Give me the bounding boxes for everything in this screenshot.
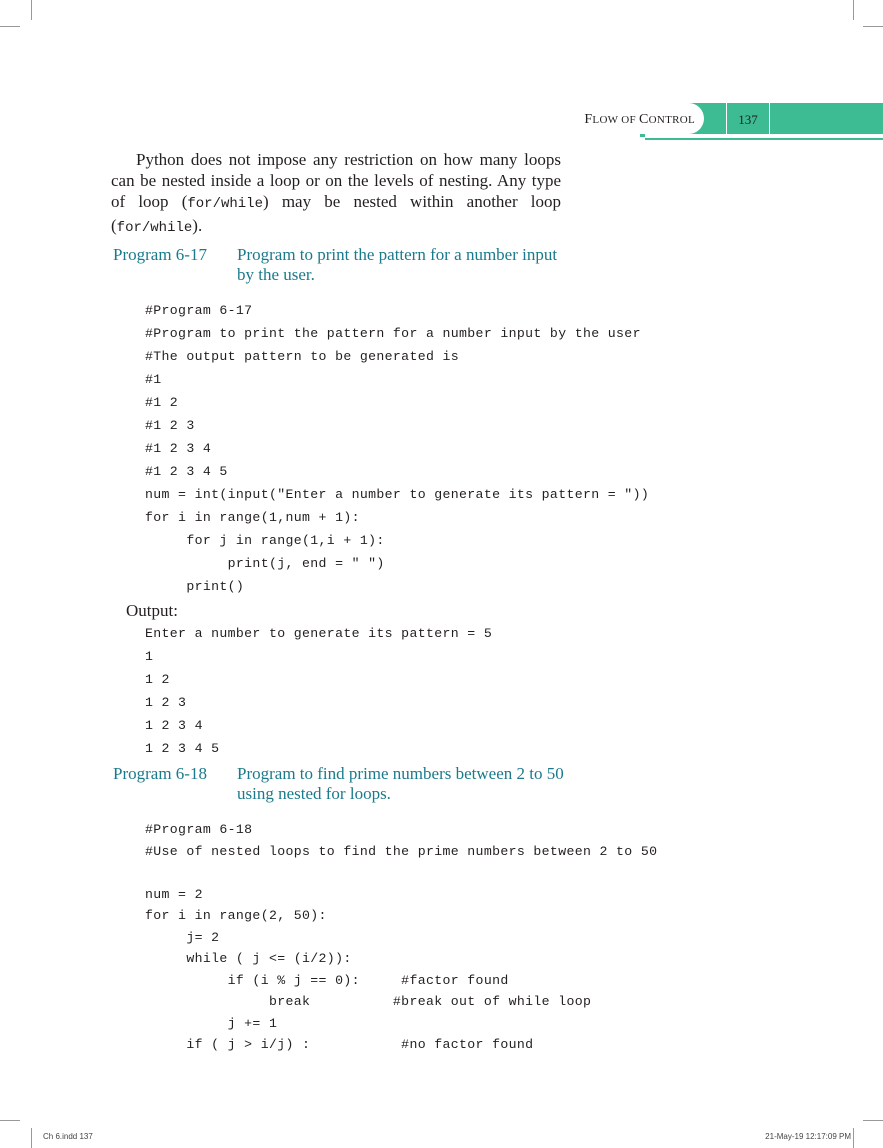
program-title: Program to find prime numbers between 2 to 50 using nested for loops. — [237, 764, 564, 803]
footer-file-info: Ch 6.indd 137 — [43, 1132, 93, 1141]
intro-paragraph: Python does not impose any restriction on how many loops can be nested inside a loop or on the levels of nesting. Any type of loop (for/while) may be nested within another loop (for/while). — [111, 150, 561, 236]
code-line: print() — [145, 579, 245, 594]
code-line: 1 2 3 — [145, 695, 187, 710]
code-line: 1 2 3 4 5 — [145, 741, 220, 756]
crop-mark — [31, 1128, 32, 1148]
code-line: #Program 6-17 — [145, 303, 253, 318]
code-line: j= 2 — [145, 929, 220, 945]
code-line: for i in range(1,num + 1): — [145, 510, 360, 525]
program-6-18-heading — [113, 764, 577, 804]
code-line: #1 2 — [145, 395, 179, 410]
program-6-17-heading — [113, 245, 577, 285]
code-line: for j in range(1,i + 1): — [145, 533, 385, 548]
code-line: Enter a number to generate its pattern = 5 — [145, 626, 493, 641]
code-line: 1 — [145, 649, 154, 664]
crop-mark — [0, 1120, 20, 1121]
code-line: print(j, end = " ") — [145, 556, 385, 571]
code-line: if (i % j == 0): #factor found — [145, 972, 509, 988]
code-line: 1 2 3 4 — [145, 718, 203, 733]
program-label: Program 6-17 — [113, 245, 207, 264]
code-line: #1 — [145, 372, 162, 387]
code-line: 1 2 — [145, 672, 170, 687]
code-line: if ( j > i/j) : #no factor found — [145, 1037, 534, 1052]
code-line: #1 2 3 4 5 — [145, 464, 228, 479]
output-label: Output: — [126, 601, 178, 620]
crop-mark — [863, 26, 883, 27]
code-line: #Program 6-18 — [145, 822, 253, 837]
code-line: #1 2 3 — [145, 418, 195, 433]
code-line: for i in range(2, 50): — [145, 908, 327, 923]
page-number: 137 — [738, 112, 758, 127]
code-line: #1 2 3 4 — [145, 441, 212, 456]
footer-timestamp: 21-May-19 12:17:09 PM — [765, 1132, 851, 1141]
program-label: Program 6-18 — [113, 764, 207, 783]
crop-mark — [863, 1120, 883, 1121]
code-line: while ( j <= (i/2)): — [145, 951, 352, 966]
running-header-title: FLOW OF CONTROL — [584, 112, 695, 127]
code-line: #Program to print the pattern for a number input by the user — [145, 326, 641, 341]
code-line: j += 1 — [145, 1015, 278, 1031]
crop-mark — [31, 0, 32, 20]
crop-mark — [853, 1128, 854, 1148]
crop-mark — [0, 26, 20, 27]
crop-mark — [853, 0, 854, 20]
code-line: num = 2 — [145, 886, 203, 902]
code-line: break #break out of while loop — [145, 994, 592, 1009]
code-line: #Use of nested loops to find the prime numbers between 2 to 50 — [145, 843, 658, 859]
code-line: num = int(input("Enter a number to generate its pattern = ")) — [145, 487, 650, 502]
program-title: Program to print the pattern for a number input by the user. — [237, 245, 558, 284]
code-line: #The output pattern to be generated is — [145, 349, 460, 364]
